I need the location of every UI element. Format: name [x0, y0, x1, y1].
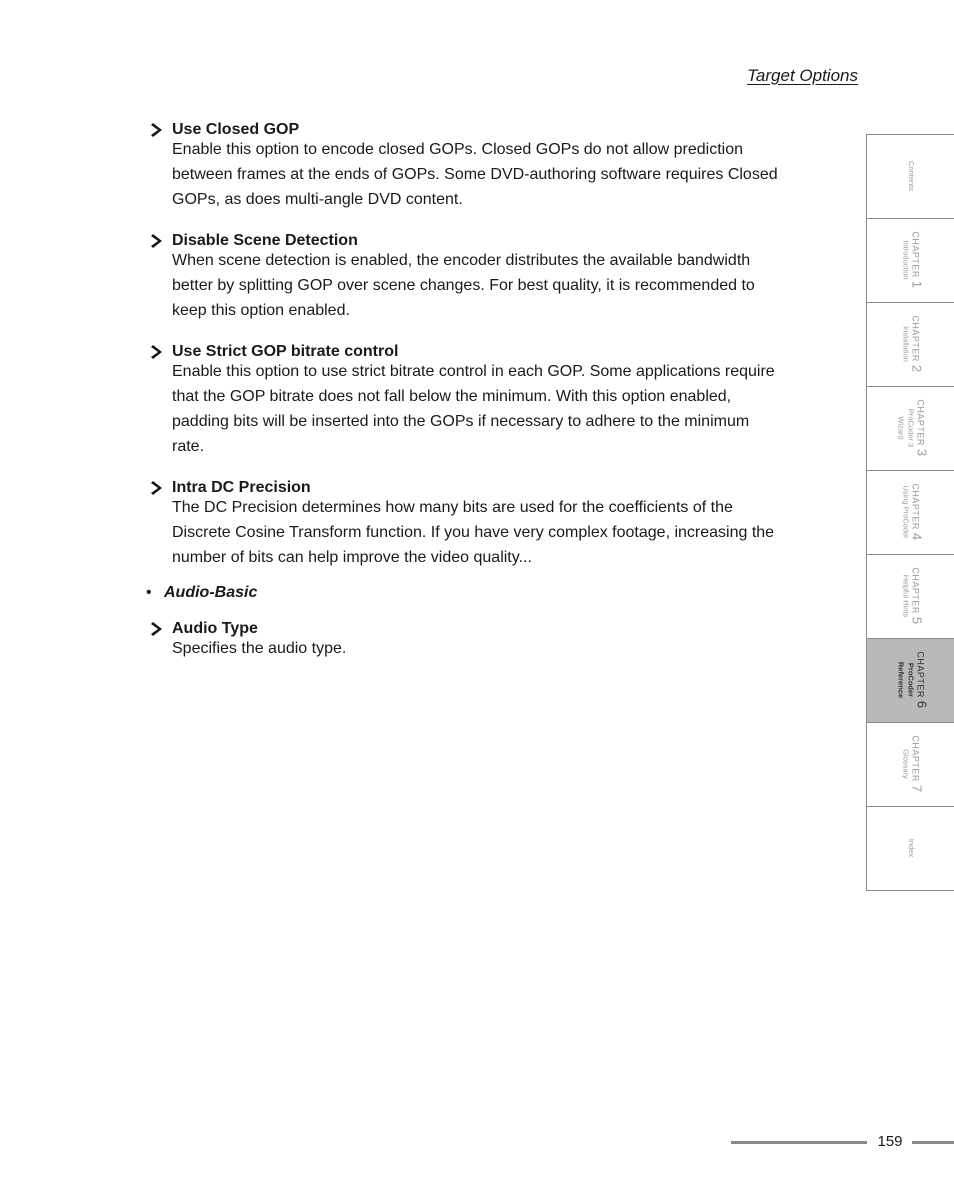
option-title: Use Closed GOP: [150, 120, 299, 140]
tab-chapter-1[interactable]: CHAPTER 1 Introduction: [866, 219, 954, 303]
option-title: Intra DC Precision: [150, 478, 311, 498]
chevron-right-icon: [150, 231, 172, 248]
option-description: Enable this option to encode closed GOPs. Closed GOPs do not allow prediction between frames at the ends of GOPs. Some DVD-authoring software requires Closed GOPs, as does multi-angle DVD content.: [172, 141, 778, 208]
option-title: Disable Scene Detection: [150, 231, 358, 251]
footer-rule-left: [731, 1141, 867, 1144]
tab-chapter-2[interactable]: CHAPTER 2 Installation: [866, 303, 954, 387]
tab-index[interactable]: Index: [866, 807, 954, 891]
option-title: Audio Type: [150, 619, 258, 639]
option-description: When scene detection is enabled, the encoder distributes the available bandwidth better by splitting GOP over scene changes. For best quality, it is recommended to keep this option enabled.: [172, 252, 755, 319]
chevron-right-icon: [150, 342, 172, 359]
chevron-right-icon: [150, 619, 172, 636]
tab-chapter-6[interactable]: CHAPTER 6 ProCoder Reference: [866, 639, 954, 723]
tab-chapter-3[interactable]: CHAPTER 3 ProCoder 3 Wizard: [866, 387, 954, 471]
option-description: Enable this option to use strict bitrate control in each GOP. Some applications require that the GOP bitrate does not fall below the minimum. With this option enabled, padding bits will be inserted into the GOPs if necessary to adhere to the minimum rate.: [172, 363, 775, 455]
section-heading-audio-basic: • Audio-Basic: [146, 584, 258, 601]
tab-contents[interactable]: Contents: [866, 135, 954, 219]
chapter-tabs: [866, 134, 954, 891]
option-description: The DC Precision determines how many bits are used for the coefficients of the Discrete Cosine Transform function. If you have very complex footage, increasing the number of bits can help improve the video quality...: [172, 499, 775, 566]
tab-chapter-5[interactable]: CHAPTER 5 Helpful Hints: [866, 555, 954, 639]
bullet-icon: •: [146, 584, 152, 601]
page-number: 159: [877, 1133, 903, 1150]
chevron-right-icon: [150, 478, 172, 495]
chevron-right-icon: [150, 120, 172, 137]
running-head-title: Target Options: [747, 66, 858, 85]
footer-rule-right: [912, 1141, 954, 1144]
tab-chapter-7[interactable]: CHAPTER 7 Glossary: [866, 723, 954, 807]
option-description: Specifies the audio type.: [172, 640, 347, 657]
tab-chapter-4[interactable]: CHAPTER 4 Using ProCoder: [866, 471, 954, 555]
option-title: Use Strict GOP bitrate control: [150, 342, 398, 362]
